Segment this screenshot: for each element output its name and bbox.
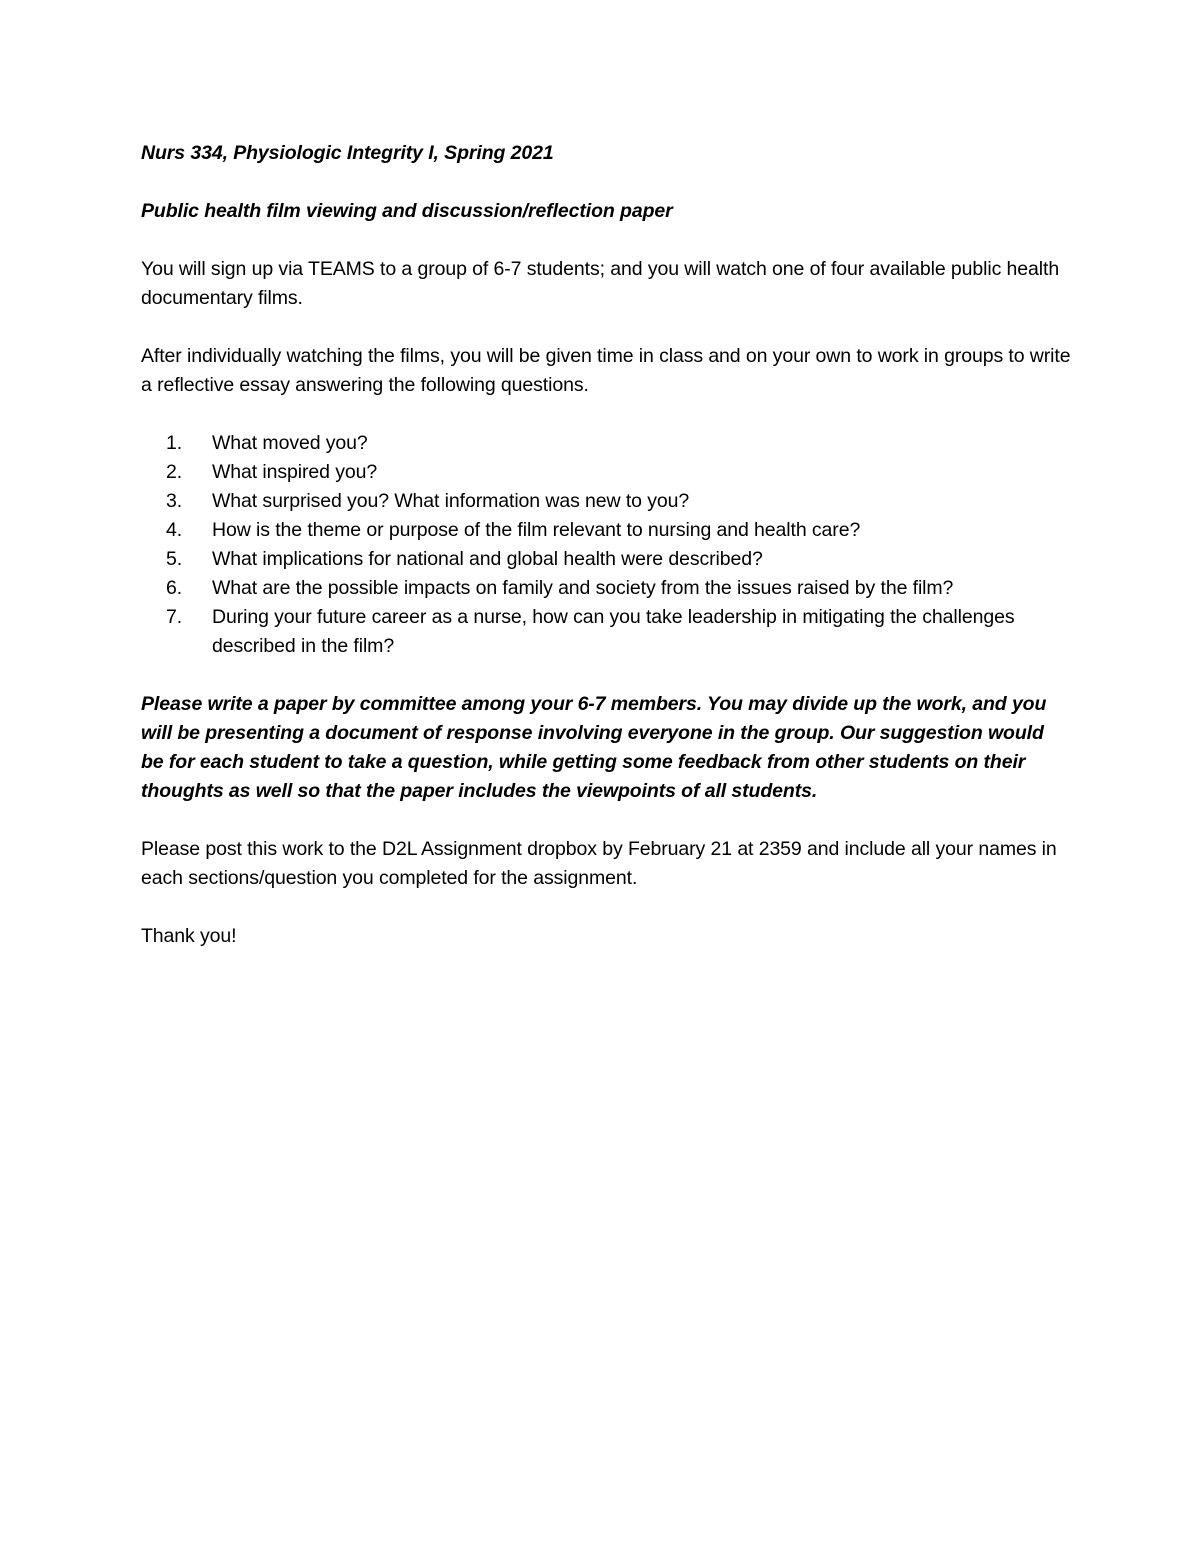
committee-paragraph: Please write a paper by committee among your 6-7 members. You may divide up the work, and you will be presenting a document of response involving everyone in the group. Our suggestion would be for each student to take a question, while getting some feedback from other students on their thoughts as well so that the paper includes the viewpoints of all students.: [141, 693, 1047, 802]
question-text: What implications for national and global health were described?: [212, 548, 763, 570]
question-text: What inspired you?: [212, 461, 378, 483]
question-text: What are the possible impacts on family and society from the issues raised by the film?: [212, 577, 954, 599]
spacer: [141, 226, 1071, 255]
question-number: 1.: [166, 432, 183, 454]
spacer: [141, 893, 1071, 922]
spacer: [141, 806, 1071, 835]
question-text: How is the theme or purpose of the film relevant to nursing and health care?: [212, 519, 861, 541]
question-text: During your future career as a nurse, how can you take leadership in mitigating the challenges described in the film?: [212, 606, 1015, 657]
question-text: What moved you?: [212, 432, 368, 454]
question-number: 3.: [166, 490, 183, 512]
instructions-paragraph: After individually watching the films, you will be given time in class and on your own to work in groups to write a reflective essay answering the following questions.: [141, 345, 1071, 396]
document-body: [141, 139, 1071, 951]
question-number: 7.: [166, 606, 183, 628]
question-item: [141, 429, 1071, 458]
question-number: 5.: [166, 548, 183, 570]
course-line: Nurs 334, Physiologic Integrity I, Spring 2021: [141, 142, 554, 164]
intro-paragraph: You will sign up via TEAMS to a group of 6-7 students; and you will watch one of four available public health documentary films.: [141, 258, 1060, 309]
question-item: [141, 516, 1071, 545]
assignment-title: Public health film viewing and discussion/reflection paper: [141, 200, 673, 222]
question-number: 2.: [166, 461, 183, 483]
question-item: [141, 574, 1071, 603]
spacer: [141, 168, 1071, 197]
question-item: [141, 603, 1071, 661]
question-item: [141, 487, 1071, 516]
question-item: [141, 545, 1071, 574]
question-number: 6.: [166, 577, 183, 599]
spacer: [141, 400, 1071, 429]
question-text: What surprised you? What information was new to you?: [212, 490, 690, 512]
question-item: [141, 458, 1071, 487]
spacer: [141, 313, 1071, 342]
closing-line: Thank you!: [141, 925, 237, 947]
question-number: 4.: [166, 519, 183, 541]
spacer: [141, 661, 1071, 690]
question-list: [141, 429, 1071, 661]
submission-paragraph: Please post this work to the D2L Assignment dropbox by February 21 at 2359 and include all your names in each sections/question you completed for the assignment.: [141, 838, 1057, 889]
